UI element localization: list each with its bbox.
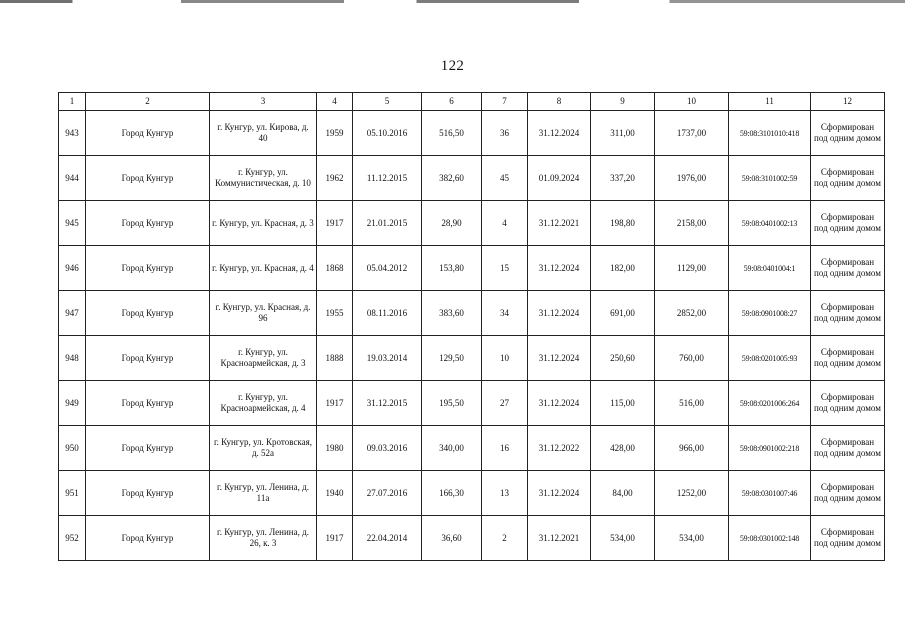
- row-number-cell: 952: [59, 516, 86, 561]
- land-status-cell: Сформирован под одним домом: [811, 336, 885, 381]
- resettlement-deadline-cell: 31.12.2021: [528, 201, 591, 246]
- resettlement-deadline-cell: 31.12.2024: [528, 336, 591, 381]
- column-header-7: 7: [482, 93, 528, 111]
- year-built-cell: 1940: [317, 471, 353, 516]
- cadastral-value-cell: 1129,00: [655, 246, 729, 291]
- address-cell: г. Кунгур, ул. Кирова, д. 40: [210, 111, 317, 156]
- residents-count-cell: 36: [482, 111, 528, 156]
- cadastral-value-cell: 2852,00: [655, 291, 729, 336]
- year-built-cell: 1868: [317, 246, 353, 291]
- table-row: [59, 381, 885, 426]
- land-area-cell: 115,00: [591, 381, 655, 426]
- column-header-11: 11: [729, 93, 811, 111]
- land-status-cell: Сформирован под одним домом: [811, 156, 885, 201]
- address-cell: г. Кунгур, ул. Красная, д. 3: [210, 201, 317, 246]
- residents-count-cell: 4: [482, 201, 528, 246]
- area-cell: 340,00: [422, 426, 482, 471]
- residents-count-cell: 2: [482, 516, 528, 561]
- page-number: 122: [440, 58, 465, 74]
- cadastral-value-cell: 1976,00: [655, 156, 729, 201]
- resettlement-deadline-cell: 31.12.2024: [528, 291, 591, 336]
- year-built-cell: 1962: [317, 156, 353, 201]
- table-row: [59, 471, 885, 516]
- cadastral-number-cell: 59:08:0301002:148: [729, 516, 811, 561]
- cadastral-number-cell: 59:08:0901008:27: [729, 291, 811, 336]
- recognition-date-cell: 05.04.2012: [353, 246, 422, 291]
- column-header-2: 2: [86, 93, 210, 111]
- resettlement-deadline-cell: 31.12.2024: [528, 246, 591, 291]
- table-row: [59, 201, 885, 246]
- residents-count-cell: 45: [482, 156, 528, 201]
- header-row: [59, 93, 885, 111]
- column-header-1: 1: [59, 93, 86, 111]
- table-row: [59, 111, 885, 156]
- row-number-cell: 947: [59, 291, 86, 336]
- municipality-cell: Город Кунгур: [86, 201, 210, 246]
- table-row: [59, 291, 885, 336]
- year-built-cell: 1917: [317, 201, 353, 246]
- land-area-cell: 250,60: [591, 336, 655, 381]
- land-status-cell: Сформирован под одним домом: [811, 291, 885, 336]
- year-built-cell: 1888: [317, 336, 353, 381]
- cadastral-number-cell: 59:08:0201005:93: [729, 336, 811, 381]
- residents-count-cell: 13: [482, 471, 528, 516]
- table-row: [59, 246, 885, 291]
- table-header: [59, 93, 885, 111]
- municipality-cell: Город Кунгур: [86, 336, 210, 381]
- table-body: [59, 111, 885, 561]
- column-header-12: 12: [811, 93, 885, 111]
- row-number-cell: 944: [59, 156, 86, 201]
- row-number-cell: 943: [59, 111, 86, 156]
- cadastral-number-cell: 59:08:0301007:46: [729, 471, 811, 516]
- row-number-cell: 948: [59, 336, 86, 381]
- municipality-cell: Город Кунгур: [86, 381, 210, 426]
- area-cell: 383,60: [422, 291, 482, 336]
- land-area-cell: 337,20: [591, 156, 655, 201]
- cadastral-number-cell: 59:08:0901002:218: [729, 426, 811, 471]
- table-row: [59, 426, 885, 471]
- address-cell: г. Кунгур, ул. Коммунистическая, д. 10: [210, 156, 317, 201]
- table-row: [59, 336, 885, 381]
- recognition-date-cell: 22.04.2014: [353, 516, 422, 561]
- address-cell: г. Кунгур, ул. Ленина, д. 11а: [210, 471, 317, 516]
- resettlement-deadline-cell: 01.09.2024: [528, 156, 591, 201]
- resettlement-deadline-cell: 31.12.2024: [528, 111, 591, 156]
- residents-count-cell: 27: [482, 381, 528, 426]
- land-area-cell: 311,00: [591, 111, 655, 156]
- land-area-cell: 84,00: [591, 471, 655, 516]
- municipality-cell: Город Кунгур: [86, 156, 210, 201]
- recognition-date-cell: 05.10.2016: [353, 111, 422, 156]
- resettlement-deadline-cell: 31.12.2022: [528, 426, 591, 471]
- recognition-date-cell: 21.01.2015: [353, 201, 422, 246]
- land-status-cell: Сформирован под одним домом: [811, 516, 885, 561]
- land-area-cell: 428,00: [591, 426, 655, 471]
- area-cell: 195,50: [422, 381, 482, 426]
- year-built-cell: 1980: [317, 426, 353, 471]
- land-area-cell: 691,00: [591, 291, 655, 336]
- municipality-cell: Город Кунгур: [86, 291, 210, 336]
- recognition-date-cell: 09.03.2016: [353, 426, 422, 471]
- address-cell: г. Кунгур, ул. Красноармейская, д. 3: [210, 336, 317, 381]
- municipality-cell: Город Кунгур: [86, 471, 210, 516]
- municipality-cell: Город Кунгур: [86, 246, 210, 291]
- area-cell: 382,60: [422, 156, 482, 201]
- scan-top-edge: [0, 0, 905, 3]
- land-status-cell: Сформирован под одним домом: [811, 426, 885, 471]
- area-cell: 28,90: [422, 201, 482, 246]
- column-header-10: 10: [655, 93, 729, 111]
- column-header-6: 6: [422, 93, 482, 111]
- residents-count-cell: 34: [482, 291, 528, 336]
- column-header-4: 4: [317, 93, 353, 111]
- resettlement-deadline-cell: 31.12.2024: [528, 471, 591, 516]
- resettlement-deadline-cell: 31.12.2024: [528, 381, 591, 426]
- year-built-cell: 1955: [317, 291, 353, 336]
- cadastral-value-cell: 1737,00: [655, 111, 729, 156]
- residents-count-cell: 10: [482, 336, 528, 381]
- row-number-cell: 951: [59, 471, 86, 516]
- column-header-9: 9: [591, 93, 655, 111]
- cadastral-value-cell: 2158,00: [655, 201, 729, 246]
- land-status-cell: Сформирован под одним домом: [811, 201, 885, 246]
- area-cell: 36,60: [422, 516, 482, 561]
- address-cell: г. Кунгур, ул. Ленина, д. 26, к. 3: [210, 516, 317, 561]
- recognition-date-cell: 19.03.2014: [353, 336, 422, 381]
- housing-registry-table: [58, 92, 885, 561]
- column-header-5: 5: [353, 93, 422, 111]
- cadastral-number-cell: 59:08:0401004:1: [729, 246, 811, 291]
- residents-count-cell: 16: [482, 426, 528, 471]
- recognition-date-cell: 08.11.2016: [353, 291, 422, 336]
- year-built-cell: 1959: [317, 111, 353, 156]
- municipality-cell: Город Кунгур: [86, 111, 210, 156]
- address-cell: г. Кунгур, ул. Кротовская, д. 52а: [210, 426, 317, 471]
- recognition-date-cell: 27.07.2016: [353, 471, 422, 516]
- area-cell: 129,50: [422, 336, 482, 381]
- cadastral-value-cell: 1252,00: [655, 471, 729, 516]
- year-built-cell: 1917: [317, 516, 353, 561]
- row-number-cell: 949: [59, 381, 86, 426]
- row-number-cell: 946: [59, 246, 86, 291]
- address-cell: г. Кунгур, ул. Красная, д. 4: [210, 246, 317, 291]
- cadastral-number-cell: 59:08:3101010:418: [729, 111, 811, 156]
- cadastral-value-cell: 760,00: [655, 336, 729, 381]
- address-cell: г. Кунгур, ул. Красноармейская, д. 4: [210, 381, 317, 426]
- land-status-cell: Сформирован под одним домом: [811, 246, 885, 291]
- year-built-cell: 1917: [317, 381, 353, 426]
- address-cell: г. Кунгур, ул. Красная, д. 96: [210, 291, 317, 336]
- row-number-cell: 945: [59, 201, 86, 246]
- cadastral-value-cell: 966,00: [655, 426, 729, 471]
- land-area-cell: 182,00: [591, 246, 655, 291]
- land-status-cell: Сформирован под одним домом: [811, 471, 885, 516]
- resettlement-deadline-cell: 31.12.2021: [528, 516, 591, 561]
- row-number-cell: 950: [59, 426, 86, 471]
- cadastral-number-cell: 59:08:0401002:13: [729, 201, 811, 246]
- cadastral-number-cell: 59:08:3101002:59: [729, 156, 811, 201]
- land-status-cell: Сформирован под одним домом: [811, 111, 885, 156]
- area-cell: 153,80: [422, 246, 482, 291]
- land-area-cell: 198,80: [591, 201, 655, 246]
- land-area-cell: 534,00: [591, 516, 655, 561]
- municipality-cell: Город Кунгур: [86, 426, 210, 471]
- column-header-3: 3: [210, 93, 317, 111]
- recognition-date-cell: 11.12.2015: [353, 156, 422, 201]
- municipality-cell: Город Кунгур: [86, 516, 210, 561]
- recognition-date-cell: 31.12.2015: [353, 381, 422, 426]
- column-header-8: 8: [528, 93, 591, 111]
- cadastral-value-cell: 534,00: [655, 516, 729, 561]
- land-status-cell: Сформирован под одним домом: [811, 381, 885, 426]
- residents-count-cell: 15: [482, 246, 528, 291]
- table-row: [59, 516, 885, 561]
- area-cell: 516,50: [422, 111, 482, 156]
- area-cell: 166,30: [422, 471, 482, 516]
- table-row: [59, 156, 885, 201]
- cadastral-value-cell: 516,00: [655, 381, 729, 426]
- cadastral-number-cell: 59:08:0201006:264: [729, 381, 811, 426]
